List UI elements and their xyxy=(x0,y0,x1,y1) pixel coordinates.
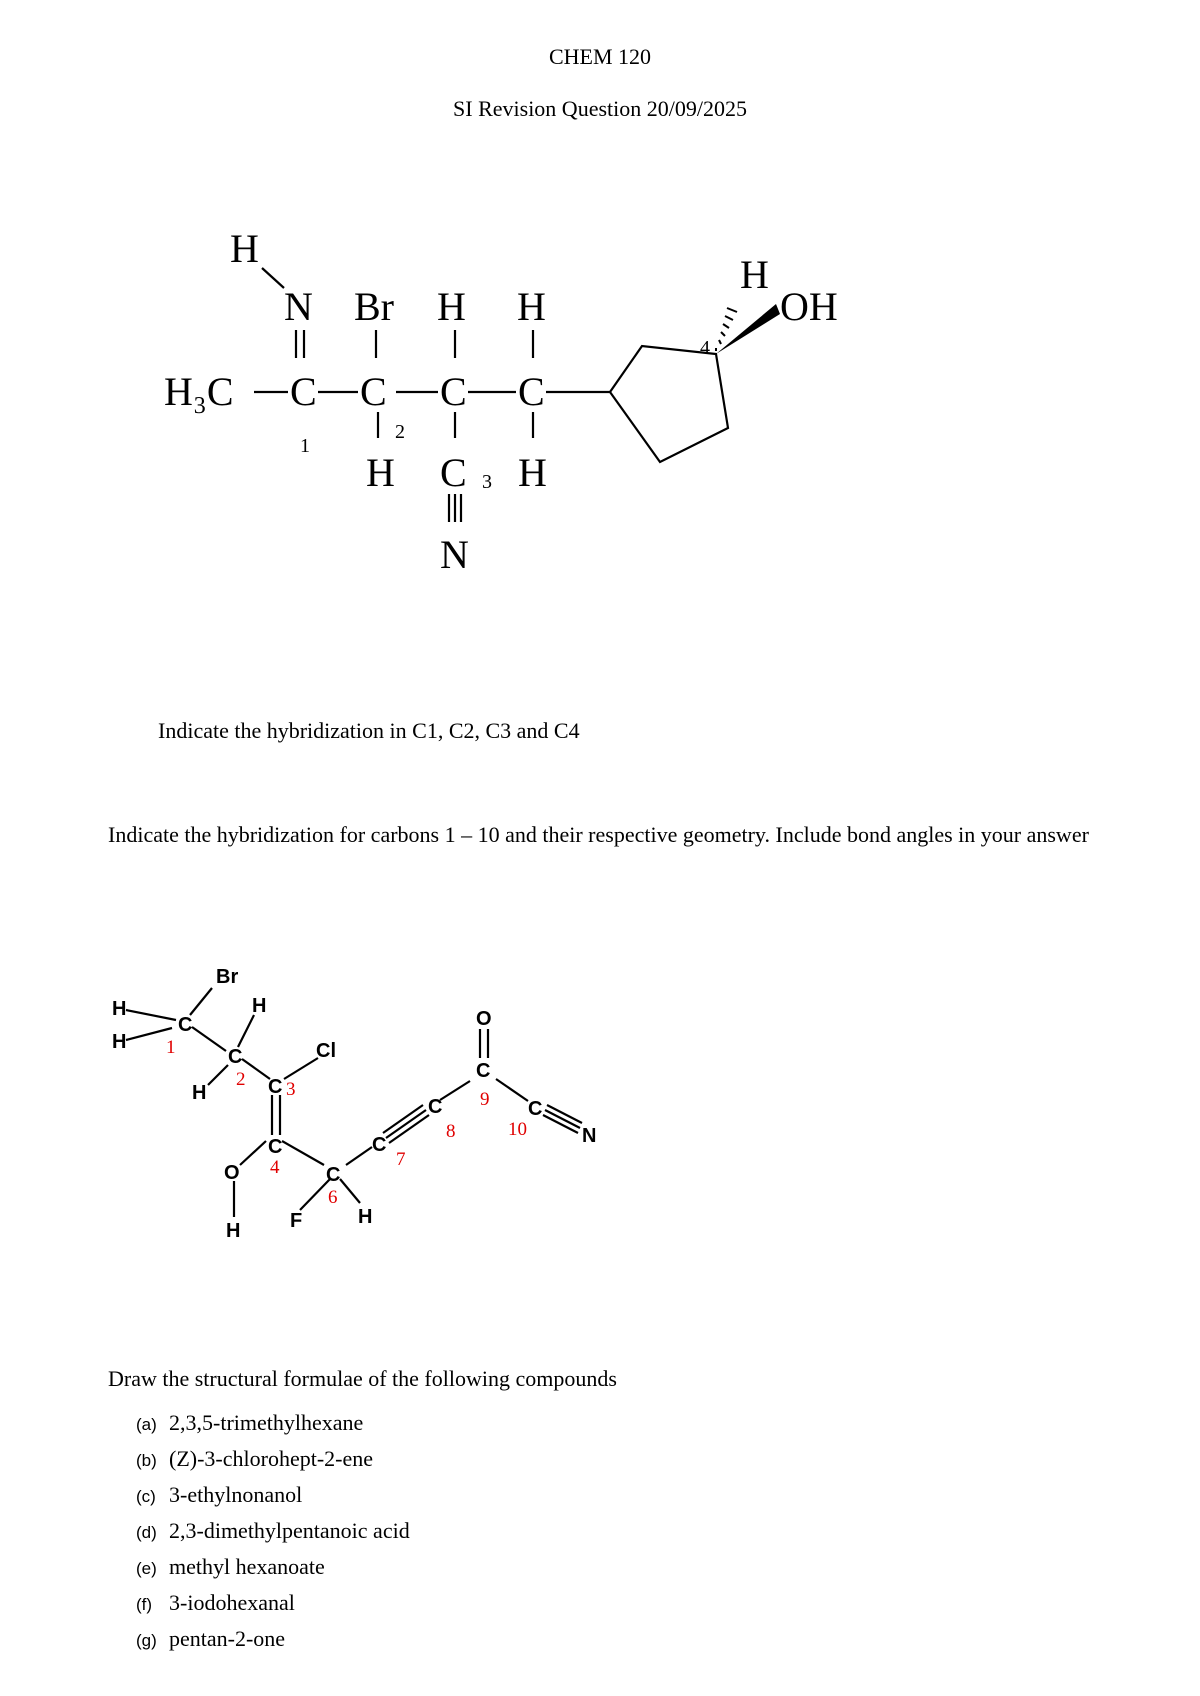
number-7: 7 xyxy=(396,1149,406,1170)
atom-h-ch2-bottom: H xyxy=(518,450,547,495)
item-tag: (f) xyxy=(136,1595,153,1614)
compound-name: 2,3,5-trimethylhexane xyxy=(169,1410,364,1435)
page-subtitle: SI Revision Question 20/09/2025 xyxy=(453,96,747,121)
number-10: 10 xyxy=(508,1119,527,1140)
atom-h-c3-top: H xyxy=(437,284,466,329)
question-1: Indicate the hybridization in C1, C2, C3 and C4 xyxy=(158,718,580,743)
compound-list xyxy=(136,1405,410,1657)
atom-h1b: H xyxy=(112,1031,127,1053)
atom-h3c: H₃C xyxy=(164,369,234,414)
atom-c3: C xyxy=(268,1076,283,1098)
atom-f: F xyxy=(290,1210,303,1232)
atom-c6: C xyxy=(326,1164,341,1186)
course-title: CHEM 120 xyxy=(548,44,652,69)
atom-br: Br xyxy=(216,966,239,988)
compound-name: pentan-2-one xyxy=(169,1626,286,1651)
atom-h2b: H xyxy=(192,1082,207,1104)
compound-name: 3-iodohexanal xyxy=(169,1590,295,1615)
atom-br: Br xyxy=(354,284,394,329)
item-tag: (d) xyxy=(136,1523,157,1542)
atom-c10: C xyxy=(528,1098,543,1120)
number-9: 9 xyxy=(480,1089,490,1110)
atom-c-ch2: C xyxy=(518,369,545,414)
item-tag: (c) xyxy=(136,1487,156,1506)
label-c1: 1 xyxy=(300,435,310,457)
atom-h2: H xyxy=(252,995,267,1017)
list-item xyxy=(136,1621,410,1657)
atom-h-c4-top: H xyxy=(517,284,546,329)
list-item xyxy=(136,1441,410,1477)
atom-h1a: H xyxy=(112,998,127,1020)
atom-c4: C xyxy=(268,1136,283,1158)
atom-n: N xyxy=(582,1125,597,1147)
atom-h6: H xyxy=(358,1206,373,1228)
atom-oh: OH xyxy=(780,284,838,329)
list-item xyxy=(136,1549,410,1585)
number-1: 1 xyxy=(166,1037,176,1058)
compound-name: 3-ethylnonanol xyxy=(169,1482,303,1507)
label-c3: 3 xyxy=(482,471,492,493)
number-4: 4 xyxy=(270,1157,280,1178)
number-2: 2 xyxy=(236,1069,246,1090)
label-c4: 4 xyxy=(700,337,710,359)
number-6: 6 xyxy=(328,1187,338,1208)
atom-h-c2-bottom: H xyxy=(366,450,395,495)
atom-n: N xyxy=(284,284,313,329)
atom-c1: C xyxy=(290,369,317,414)
atom-h-oh: H xyxy=(226,1220,241,1242)
atom-c2: C xyxy=(360,369,387,414)
question-2: Indicate the hybridization for carbons 1 – 10 and their respective geometry. Include bond angles in your answer xyxy=(108,822,1089,847)
atom-o4: O xyxy=(224,1162,240,1184)
question-3: Draw the structural formulae of the following compounds xyxy=(108,1366,617,1391)
atom-h-ring: H xyxy=(740,252,769,297)
atom-c-nitrile: C xyxy=(440,450,467,495)
atom-c7: C xyxy=(372,1134,387,1156)
label-c2: 2 xyxy=(395,421,405,443)
atom-n-nitrile: N xyxy=(440,532,469,570)
list-item xyxy=(136,1477,410,1513)
atom-c3: C xyxy=(440,369,467,414)
list-item xyxy=(136,1513,410,1549)
atom-c2: C xyxy=(228,1046,243,1068)
list-item xyxy=(136,1585,410,1621)
item-tag: (b) xyxy=(136,1451,157,1470)
atom-h-top: H xyxy=(230,230,259,271)
item-tag: (a) xyxy=(136,1415,157,1434)
item-tag: (g) xyxy=(136,1631,157,1650)
atom-c8: C xyxy=(428,1096,443,1118)
atom-c1: C xyxy=(178,1014,193,1036)
compound-name: (Z)-3-chlorohept-2-ene xyxy=(169,1446,374,1471)
number-8: 8 xyxy=(446,1121,456,1142)
number-3: 3 xyxy=(286,1079,296,1100)
molecule-1-structure xyxy=(0,230,1200,570)
atom-c9: C xyxy=(476,1060,491,1082)
item-tag: (e) xyxy=(136,1559,157,1578)
atom-cl: Cl xyxy=(316,1040,336,1062)
list-item xyxy=(136,1405,410,1441)
molecule-2-structure xyxy=(100,955,800,1255)
compound-name: 2,3-dimethylpentanoic acid xyxy=(169,1518,410,1543)
atom-o9: O xyxy=(476,1008,492,1030)
compound-name: methyl hexanoate xyxy=(169,1554,325,1579)
